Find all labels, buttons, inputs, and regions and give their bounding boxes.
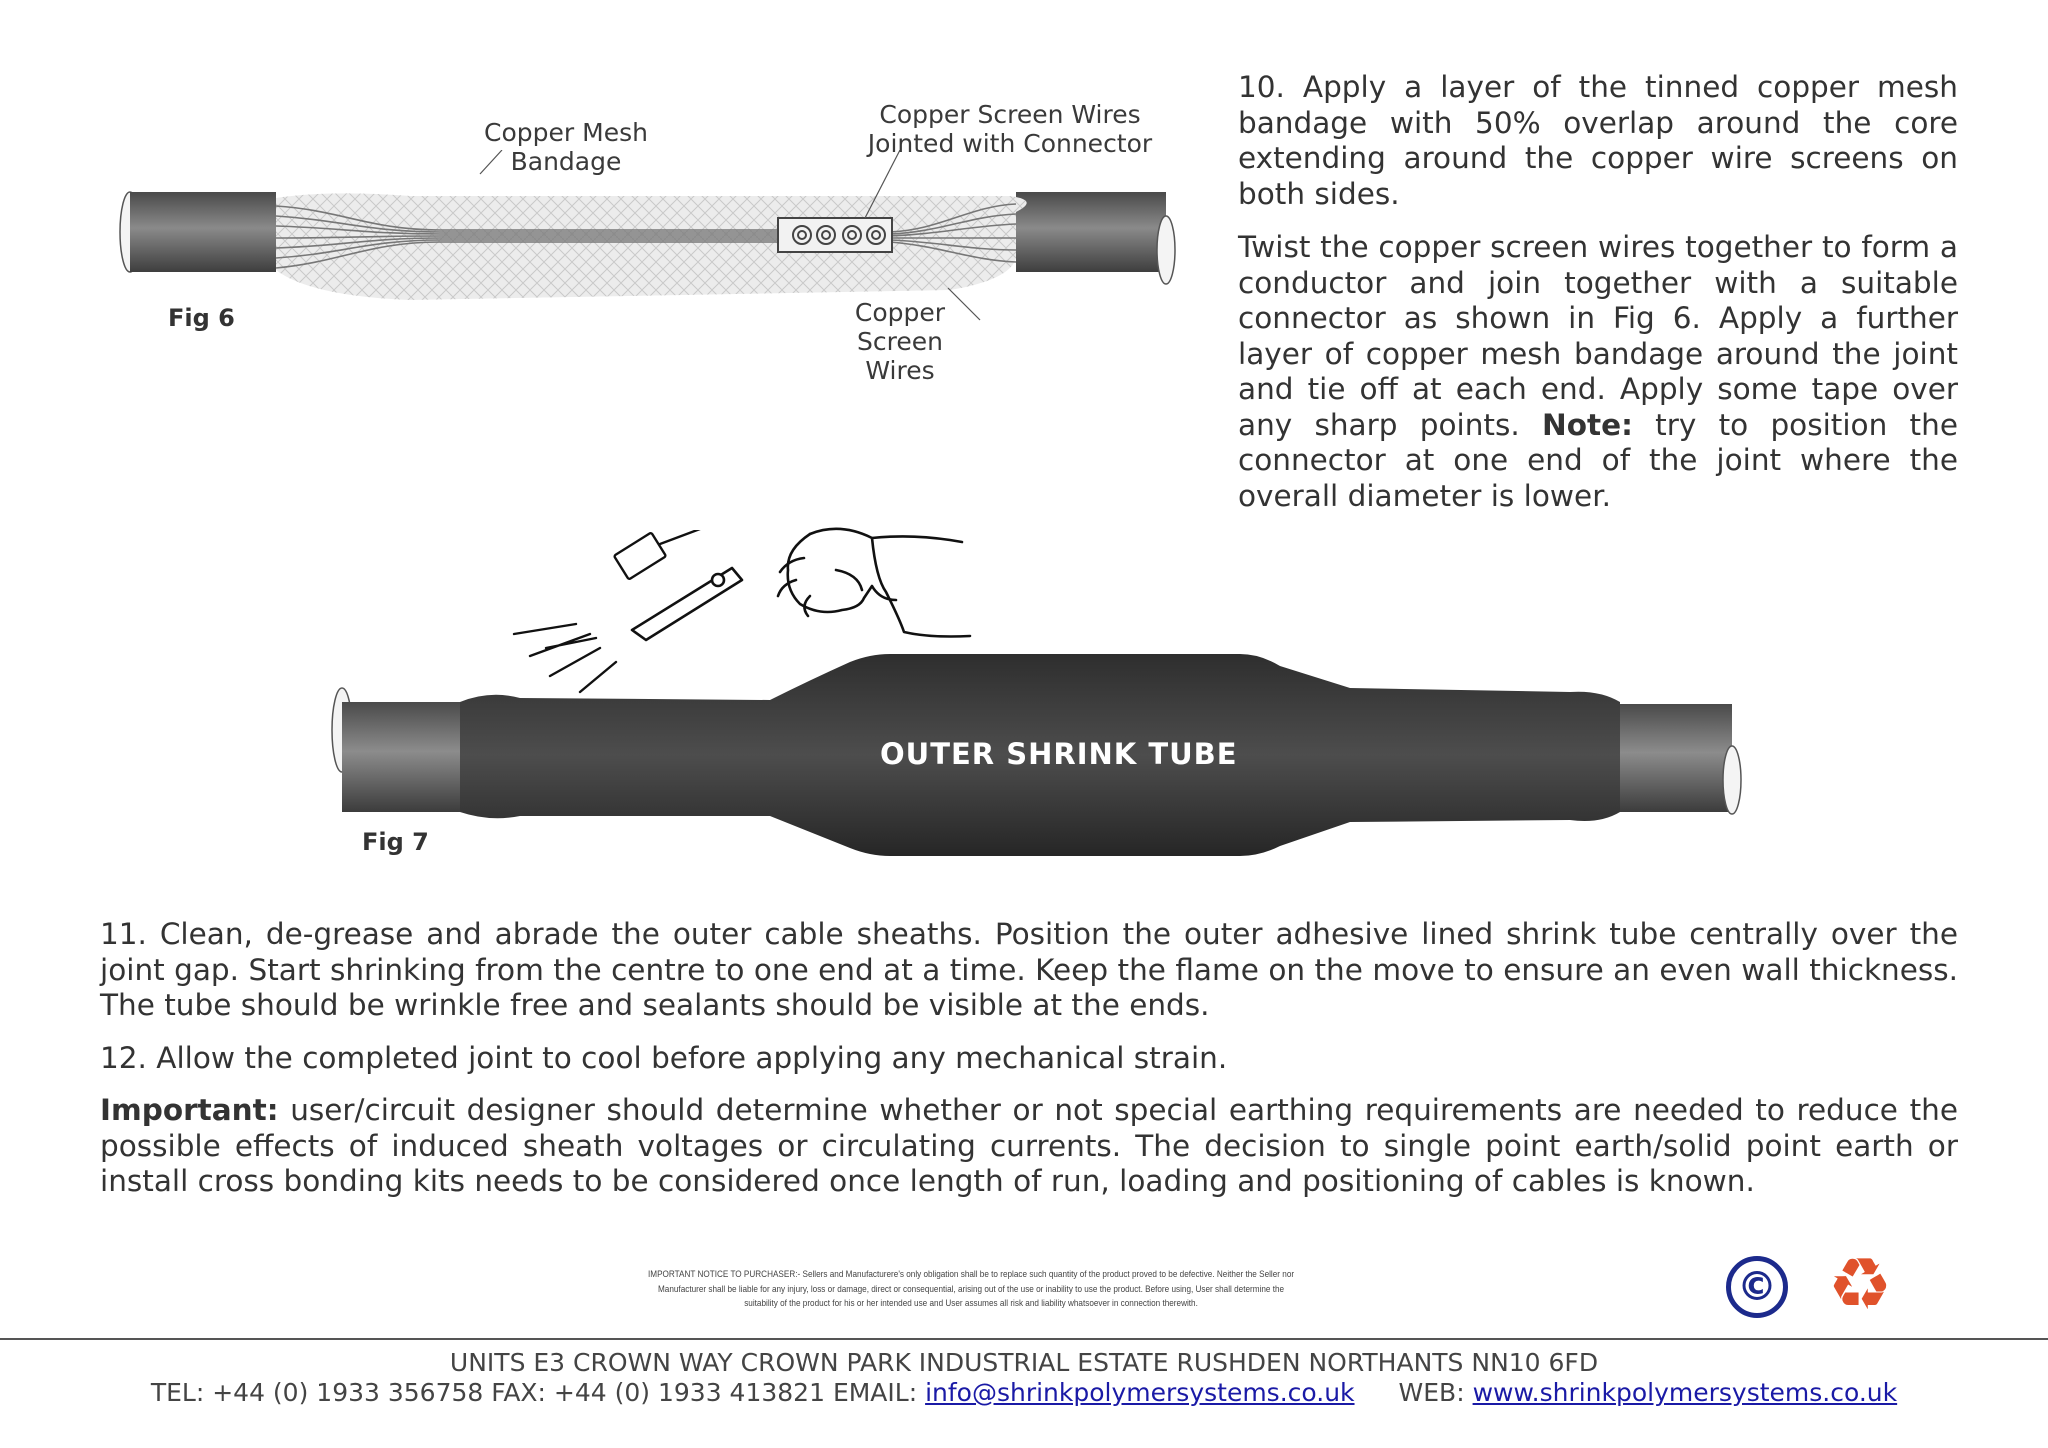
notice-line: IMPORTANT NOTICE TO PURCHASER:- Sellers and Manufacturere's only obligation shall be to replace such quantity of the product proved to be defective. Neither the Seller nor xyxy=(648,1269,1295,1280)
callout-line: Copper Mesh xyxy=(484,118,648,147)
recycle-icon: ♻ xyxy=(1827,1242,1893,1326)
fig7-shrink-tube-illustration xyxy=(330,530,1750,860)
footer-web-label: WEB: xyxy=(1398,1378,1473,1407)
fig6-label: Fig 6 xyxy=(168,304,235,332)
purchaser-notice xyxy=(648,1268,1294,1312)
footer-contact xyxy=(0,1378,2048,1408)
important-paragraph xyxy=(100,1093,1958,1200)
callout-copper-mesh-bandage xyxy=(456,118,676,176)
instructions-section xyxy=(100,917,1958,1200)
notice-line: suitability of the product for his or her intended use and User assumes all risk and liability whatsoever in connection therewith. xyxy=(744,1298,1198,1309)
callout-line: Screen xyxy=(857,327,943,356)
email-link[interactable]: info@shrinkpolymersystems.co.uk xyxy=(925,1378,1355,1407)
step-10-twist-paragraph xyxy=(1238,230,1958,514)
step-10-twist-text: Twist the copper screen wires together to form a conductor and join together with a suitable connector as shown in Fig 6. Apply a further layer of copper mesh bandage around the joint and tie off at each end. Apply some tape over any sharp points. xyxy=(1238,230,1958,442)
callout-screen-wires-connector xyxy=(860,100,1160,158)
step-12-paragraph: 12. Allow the completed joint to cool before applying any mechanical strain. xyxy=(100,1040,1228,1075)
important-label: Important: xyxy=(100,1093,279,1127)
copyright-icon: © xyxy=(1726,1256,1788,1318)
note-text: try to position the connector at one end of the joint where the overall diameter is lower. xyxy=(1238,407,1958,513)
step-10-section xyxy=(1238,70,1958,514)
fig7-label: Fig 7 xyxy=(362,828,429,856)
important-text: user/circuit designer should determine whether or not special earthing requirements are needed to reduce the possible effects of induced sheath voltages or circulating currents. The decision to single point earth/solid point earth or install cross bonding kits needs to be considered once length of run, loading and positioning of cables is known. xyxy=(100,1093,1958,1198)
step-11-paragraph: 11. Clean, de-grease and abrade the outer cable sheaths. Position the outer adhesive lined shrink tube centrally over the joint gap. Start shrinking from the centre to one end at a time. Keep the flame on the move to ensure an even wall thickness. The tube should be wrinkle free and sealants should be visible at the ends. xyxy=(100,917,1958,1022)
callout-line: Copper xyxy=(854,298,946,327)
notice-line: Manufacturer shall be liable for any injury, loss or damage, direct or consequential, arising out of the use or inability to use the product. Before using, User shall determine the xyxy=(657,1283,1285,1295)
step-10-paragraph: 10. Apply a layer of the tinned copper mesh bandage with 50% overlap around the core extending around the copper wire screens on both sides. xyxy=(1238,70,1958,211)
fig6-cable-joint-illustration xyxy=(110,150,1190,330)
website-link[interactable]: www.shrinkpolymersystems.co.uk xyxy=(1472,1378,1898,1407)
footer-address: UNITS E3 CROWN WAY CROWN PARK INDUSTRIAL ESTATE RUSHDEN NORTHANTS NN10 6FD xyxy=(449,1348,1599,1377)
callout-line: Wires xyxy=(865,356,935,385)
callout-line: Bandage xyxy=(510,147,622,176)
callout-line: Jointed with Connector xyxy=(867,129,1153,158)
footer-divider xyxy=(0,1338,2048,1340)
callout-line: Copper Screen Wires xyxy=(879,100,1141,129)
note-label: Note: xyxy=(1542,407,1633,442)
outer-shrink-tube-label: OUTER SHRINK TUBE xyxy=(880,737,1238,771)
footer-tel-fax-email-label: TEL: +44 (0) 1933 356758 FAX: +44 (0) 1933 413821 EMAIL: xyxy=(150,1378,926,1407)
callout-copper-screen-wires xyxy=(830,298,970,385)
heat-gun-hand-icon xyxy=(610,520,1030,660)
